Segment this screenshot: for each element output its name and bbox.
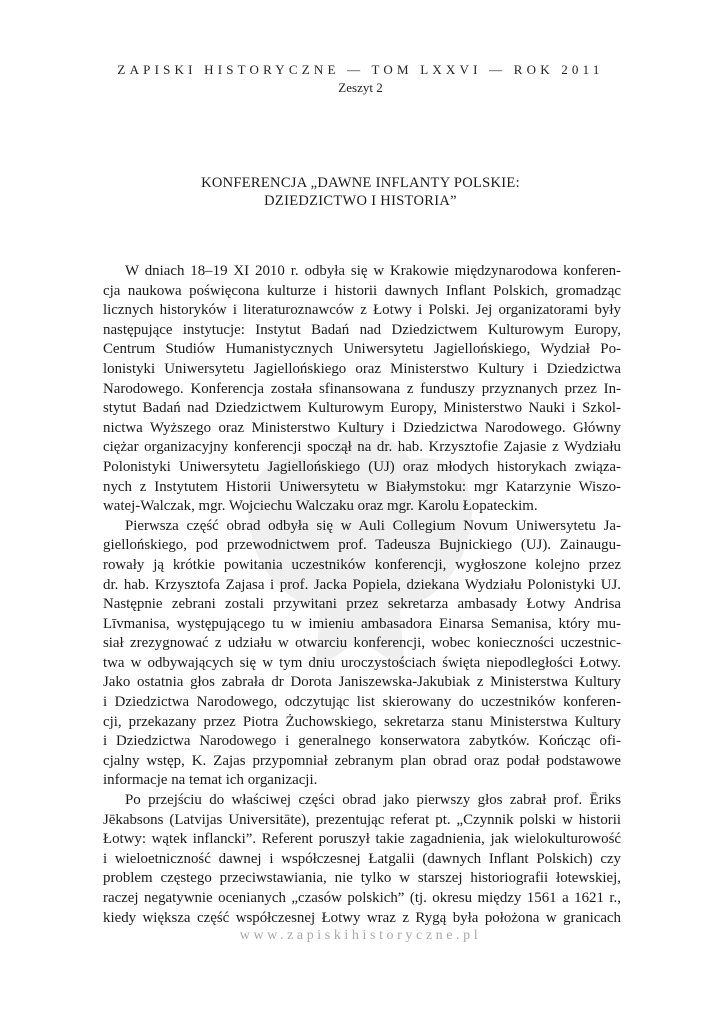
body-line: następujące instytucje: Instytut Badań nad Dziedzictwem Kulturowym Europy, xyxy=(103,321,621,338)
body-line: problem częstego przeciwstawiania, nie tylko w starszej historiografii łotewskiej, xyxy=(103,870,621,887)
body-line: rowały ją krótkie powitania uczestników konferencji, wygłoszone kolejno przez xyxy=(103,556,621,573)
article-title-line: KONFERENCJA „DAWNE INFLANTY POLSKIE: xyxy=(201,175,520,191)
body-line: i Dziedzictwa Narodowego i generalnego konserwatora zabytków. Kończąc ofi- xyxy=(103,733,621,750)
body-line: licznych historyków i literaturoznawców z Łotwy i Polski. Jej organizatorami były xyxy=(103,302,621,319)
body-line: Jēkabsons (Latvijas Universitāte), prezentując referat pt. „Czynnik polski w historii xyxy=(103,811,621,828)
body-line: ciężar organizacyjny konferencji spoczął na dr. hab. Krzysztofie Zajasie z Wydziału xyxy=(103,439,621,456)
body-line: kiedy większa część współczesnej Łotwy wraz z Rygą była położona w granicach xyxy=(103,909,621,926)
body-line: Līvmanisa, występującego tu w imieniu ambasadora Einarsa Semanisa, który mu- xyxy=(103,615,621,632)
body-line: Następnie zebrani zostali przywitani przez sekretarza ambasady Łotwy Andrisa xyxy=(103,596,621,613)
journal-running-head: ZAPISKI HISTORYCZNE — TOM LXXVI — ROK 2011 xyxy=(117,62,604,77)
body-line: informacje na temat ich organizacji. xyxy=(103,772,318,789)
body-line: W dniach 18–19 XI 2010 r. odbyła się w Krakowie międzynarodowa konferen- xyxy=(125,263,621,279)
website-url: www.zapiskihistoryczne.pl xyxy=(239,928,482,943)
body-line: dr. hab. Krzysztofa Zajasa i prof. Jacka Popiela, dziekana Wydziału Polonistyki UJ. xyxy=(103,576,621,593)
body-line: lonistyki Uniwersytetu Jagiellońskiego oraz Ministerstwo Kultury i Dziedzictwa xyxy=(103,360,621,377)
body-line: giellońskiego, pod przewodnictwem prof. Tadeusza Bujnickiego (UJ). Zainaugu- xyxy=(103,537,621,554)
body-line: Pierwsza część obrad odbyła się w Auli Collegium Novum Uniwersytetu Ja- xyxy=(125,517,621,534)
article-title xyxy=(0,174,721,210)
body-line: Narodowego. Konferencja została sfinansowana z funduszy przyznanych przez In- xyxy=(103,380,621,397)
body-line: nictwa Wyższego oraz Ministerstwo Kultury i Dziedzictwa Narodowego. Główny xyxy=(103,419,621,436)
page-header xyxy=(0,62,721,96)
body-line: i wieloetniczność dawnej i współczesnej Łatgalii (dawnych Inflant Polskich) czy xyxy=(103,850,621,867)
body-line: watej-Walczak, mgr. Wojciechu Walczaku oraz mgr. Karolu Łopateckim. xyxy=(103,498,538,515)
body-line: cjalny wstęp, K. Zajas przypomniał zebranym plan obrad oraz podał podstawowe xyxy=(103,752,621,769)
body-line: Łotwy: wątek inflancki”. Referent poruszył takie zagadnienia, jak wielokulturowość xyxy=(103,831,621,848)
article-title-line: DZIEDZICTWO I HISTORIA” xyxy=(264,193,457,209)
body-line: Po przejściu do właściwej części obrad jako pierwszy głos zabrał prof. Ēriks xyxy=(125,792,621,809)
body-line: siał zrezygnować z udziału w otwarciu konferencji, wobec konieczności uczestnic- xyxy=(103,635,621,652)
article-body xyxy=(103,262,621,928)
issue-number: Zeszyt 2 xyxy=(338,80,383,95)
body-line: nych z Instytutem Historii Uniwersytetu w Białymstoku: mgr Katarzynie Wiszo- xyxy=(103,478,621,495)
body-line: stytut Badań nad Dziedzictwem Kulturowym Europy, Ministerstwo Nauki i Szkol- xyxy=(103,400,621,417)
body-line: raczej negatywnie ocenianych „czasów polskich” (tj. okresu między 1561 a 1621 r., xyxy=(103,890,621,906)
body-line: Centrum Studiów Humanistycznych Uniwersytetu Jagiellońskiego, Wydział Po- xyxy=(103,341,621,358)
body-line: Jako ostatnia głos zabrała dr Dorota Janiszewska-Jakubiak z Ministerstwa Kultury xyxy=(103,674,621,691)
body-line: i Dziedzictwa Narodowego, odczytując list skierowany do uczestników konferen- xyxy=(103,694,621,711)
body-line: cji, przekazany przez Piotra Żuchowskiego, sekretarza stanu Ministerstwa Kultury xyxy=(103,713,621,730)
body-line: Polonistyki Uniwersytetu Jagiellońskiego (UJ) oraz młodych historykach związa- xyxy=(103,458,621,475)
body-line: twa w odbywających się w tym dniu uroczystościach święta niepodległości Łotwy. xyxy=(103,654,621,671)
body-line: cja naukowa poświęcona kulturze i historii dawnych Inflant Polskich, gromadząc xyxy=(103,282,621,299)
